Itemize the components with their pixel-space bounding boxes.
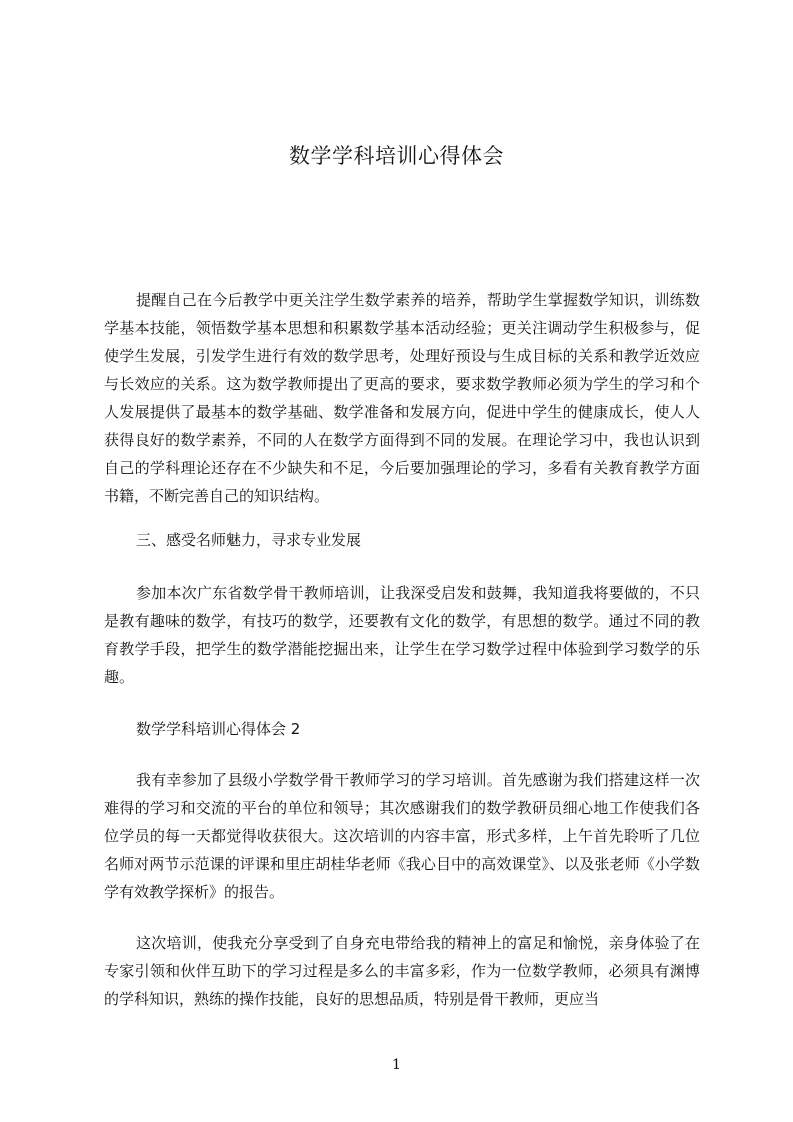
body-paragraph: 提醒自己在今后教学中更关注学生数学素养的培养，帮助学生掌握数学知识，训练数学基本技能，领悟数学基本思想和积累数学基本活动经验；更关注调动学生积极参与，促使学生发展，引发学生进行有效的数学思考，处理好预设与生成目标的关系和教学近效应与长效应的关系。这为数学教师提出了更高的要求，要求数学教师必须为学生的学习和个人发展提供了最基本的数学基础、数学准备和发展方向，促进中学生的健康成长，使人人获得良好的数学素养，不同的人在数学方面得到不同的发展。在理论学习中，我也认识到自己的学科理论还存在不少缺失和不足，今后要加强理论的学习，多看有关教育教学方面书籍，不断完善自己的知识结构。 [104,291,700,505]
section-heading: 三、感受名师魅力，寻求专业发展 [136,531,362,549]
section-heading: 数学学科培训心得体会 2 [136,720,301,738]
document-title: 数学学科培训心得体会 [289,144,504,168]
body-paragraph: 我有幸参加了县级小学数学骨干教师学习的学习培训。首先感谢为我们搭建这样一次难得的学习和交流的平台的单位和领导；其次感谢我们的数学教研员细心地工作使我们各位学员的每一天都觉得收获很大。这次培训的内容丰富，形式多样，上午首先聆听了几位名师对两节示范课的评课和里庄胡桂华老师《我心目中的高效课堂》、以及张老师《小学数学有效教学探析》的报告。 [104,771,700,901]
page-number: 1 [392,1057,401,1073]
body-paragraph: 参加本次广东省数学骨干教师培训，让我深受启发和鼓舞，我知道我将要做的，不只是教有趣味的数学，有技巧的数学，还要教有文化的数学，有思想的数学。通过不同的教育教学手段，把学生的数学潜能挖掘出来，让学生在学习数学过程中体验到学习数学的乐趣。 [104,584,700,686]
body-paragraph: 这次培训，使我充分享受到了自身充电带给我的精神上的富足和愉悦，亲身体验了在专家引领和伙伴互助下的学习过程是多么的丰富多彩，作为一位数学教师，必须具有渊博的学科知识，熟练的操作技能，良好的思想品质，特别是骨干教师，更应当 [104,934,700,1008]
